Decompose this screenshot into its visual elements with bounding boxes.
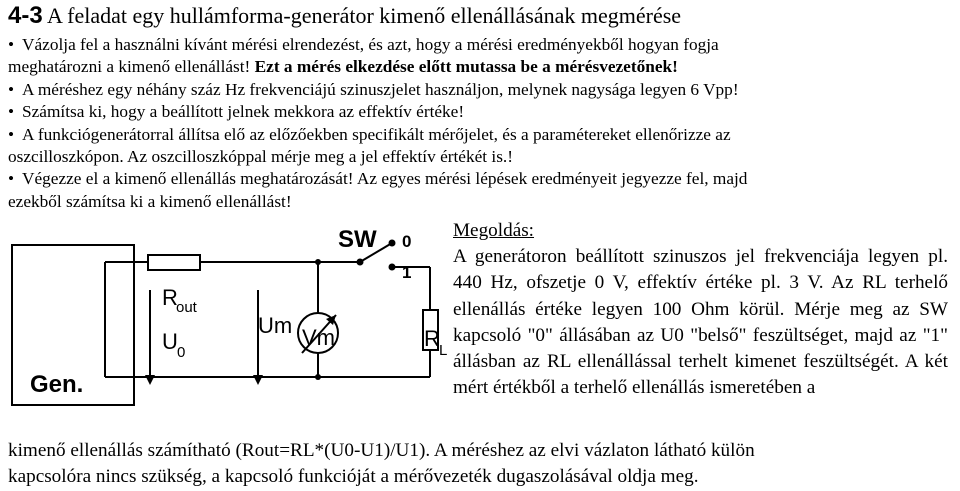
bullet-item <box>8 124 953 169</box>
solution-tail-line: kapcsolóra nincs szükség, a kapcsoló funkcióját a mérővezeték dugaszolásával oldja meg. <box>8 466 699 488</box>
bullet-item <box>8 101 953 123</box>
bullet-dot: • <box>8 169 15 189</box>
r-out-resistor <box>148 255 200 270</box>
rl-sub: L <box>439 342 448 359</box>
u0-label: U <box>162 329 178 354</box>
solution-title: Megoldás: <box>453 220 535 241</box>
switch-pivot <box>357 259 364 266</box>
junction-dot <box>315 259 321 265</box>
u0-sub: 0 <box>177 344 186 361</box>
u0-arrow-head <box>145 375 155 385</box>
bullet-bold-text: Ezt a mérés elkezdése előtt mutassa be a mérésvezetőnek! <box>254 57 678 77</box>
switch-contact-0 <box>389 240 396 247</box>
solution-tail-line: kimenő ellenállás számítható (Rout=RL*(U0-U1)/U1). A méréshez az elvi vázlaton látható külön <box>8 440 755 461</box>
switch-contact-1 <box>389 264 396 271</box>
task-title: A feladat egy hullámforma-generátor kimenő ellenállásának megmérése <box>42 3 682 28</box>
task-number: 4-3 <box>8 2 43 29</box>
junction-dot <box>315 374 321 380</box>
task-bullet-list <box>8 34 953 213</box>
um-arrow-head <box>253 375 263 385</box>
page-title <box>8 2 681 30</box>
bullet-item <box>8 168 953 213</box>
solution-block <box>453 218 948 401</box>
switch-label: SW <box>338 226 377 253</box>
solution-text: A generátoron beállított szinuszos jel frekvenciája legyen pl. 440 Hz, ofszetje 0 V, effektív értéke pl. 3 V. Az RL terhelő ellenállás értéke legyen 100 Ohm körül. Mérje meg az SW kapcsoló "0" állásában az U0 "belső" feszültséget, majd az "1" állásban az RL ellenállással terhelt kimenet feszültségét. A két mért értékből a terhelő ellenállás ismeretében a <box>453 246 948 399</box>
generator-label: Gen. <box>30 371 84 398</box>
circuit-diagram <box>0 215 450 415</box>
bullet-text: Végezze el a kimenő ellenállás meghatározását! Az egyes mérési lépések eredményeit jegyezze fel, majd <box>22 169 748 189</box>
bullet-text: meghatározni a kimenő ellenállást! <box>8 57 255 77</box>
bullet-item <box>8 79 953 101</box>
bullet-dot: • <box>8 79 15 99</box>
bullet-dot: • <box>8 124 15 144</box>
bullet-item <box>8 34 953 79</box>
bullet-dot: • <box>8 35 15 54</box>
bullet-text: ezekből számítsa ki a kimenő ellenállást! <box>8 191 292 211</box>
bullet-dot: • <box>8 102 15 122</box>
bullet-text: Számítsa ki, hogy a beállított jelnek mekkora az effektív értéke! <box>22 102 465 122</box>
bullet-text: Vázolja fel a használni kívánt mérési elrendezést, és azt, hogy a mérési eredményekből hogyan fogja <box>22 35 719 54</box>
rl-label: R <box>424 326 440 351</box>
bullet-text: A méréshez egy néhány száz Hz frekvenciájú szinuszjelet használjon, melynek nagysága legyen 6 Vpp! <box>22 79 739 99</box>
r-out-sub: out <box>176 299 197 316</box>
r-out-label: R <box>162 285 178 310</box>
bullet-text: A funkciógenerátorral állítsa elő az előzőekben specifikált mérőjelet, és a paramétereket ellenőrizze az <box>22 124 731 144</box>
switch-pos-0: 0 <box>402 232 412 251</box>
um-label: Um <box>258 313 293 338</box>
solution-tail <box>8 438 953 490</box>
switch-pos-1: 1 <box>402 263 412 282</box>
bullet-text: oszcilloszkópon. Az oszcilloszkóppal mérje meg a jel effektív értékét is.! <box>8 147 513 167</box>
vm-label: Vm <box>302 325 335 350</box>
